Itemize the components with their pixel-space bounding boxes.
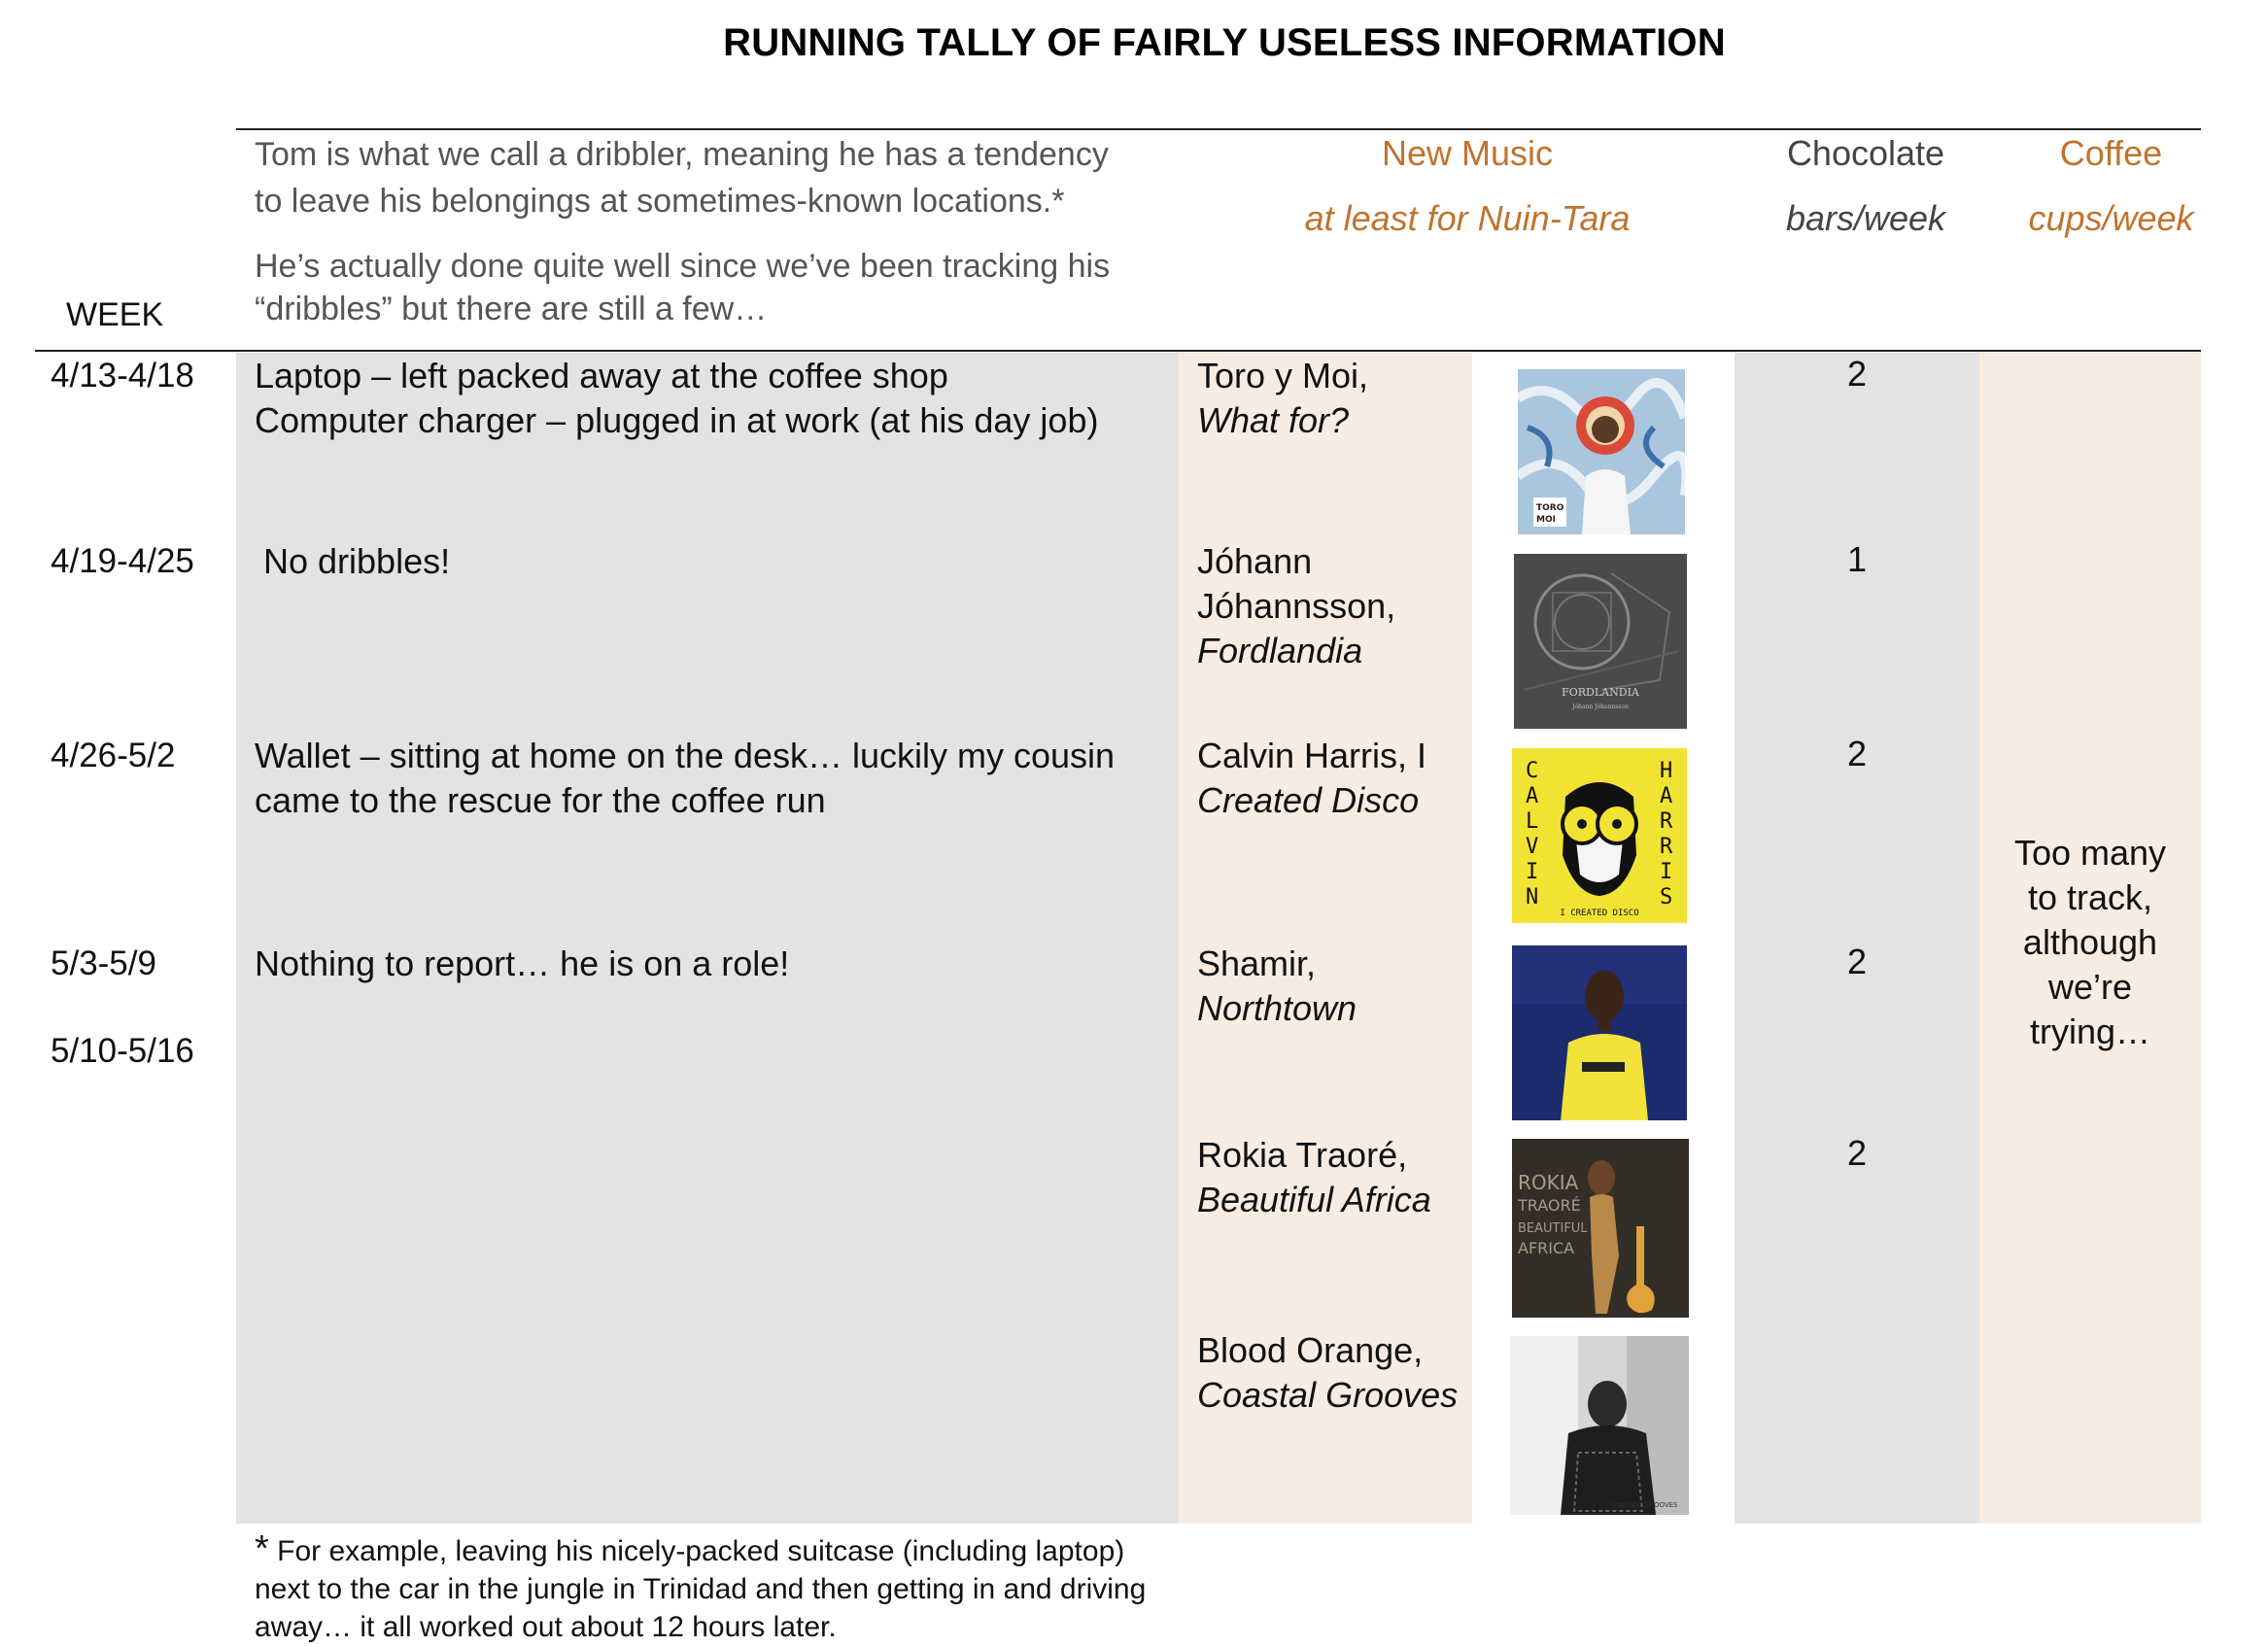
music-header-subtitle: at least for Nuin-Tara: [1304, 198, 1631, 238]
dribbles-header-note: [255, 245, 1187, 330]
music-entry: [1197, 942, 1469, 1031]
music-artist: Jóhann: [1197, 541, 1313, 581]
week-label: 4/19-4/25: [51, 542, 194, 580]
music-artist: Toro y Moi,: [1197, 356, 1369, 395]
dribble-entry: [255, 354, 1178, 443]
coffee-note-line: to track,: [2027, 877, 2153, 917]
music-album: Northtown: [1197, 988, 1357, 1028]
music-album: Beautiful Africa: [1197, 1180, 1431, 1219]
music-artist: Jóhannsson,: [1197, 586, 1396, 626]
album-cover-northtown: [1512, 945, 1687, 1120]
svg-text:TORO: TORO: [1536, 503, 1564, 513]
music-album: What for?: [1197, 400, 1350, 440]
cover-title-line: BEAUTIFUL: [1518, 1221, 1588, 1236]
footnote-line: For example, leaving his nicely-packed suitcase (including laptop): [268, 1535, 1125, 1567]
chocolate-column-background: [1735, 353, 1979, 1524]
dribble-line: Computer charger – plugged in at work (at his day job): [255, 400, 1099, 440]
cover-letter: A: [1660, 784, 1673, 808]
page-title: RUNNING TALLY OF FAIRLY USELESS INFORMATION: [723, 21, 1726, 64]
chocolate-header-title: Chocolate: [1786, 133, 1945, 173]
music-artist: Blood Orange,: [1197, 1330, 1424, 1370]
cover-title-line: TRAORÉ: [1518, 1196, 1581, 1215]
music-entry: [1197, 1328, 1489, 1418]
header-top-rule: [236, 128, 2201, 130]
dribble-line: Laptop – left packed away at the coffee shop: [255, 356, 948, 395]
dribble-line: Nothing to report… he is on a role!: [255, 944, 790, 983]
chocolate-count: 1: [1846, 539, 1868, 579]
cover-letter: I: [1660, 860, 1673, 884]
chocolate-count: 2: [1846, 734, 1868, 773]
music-entry: [1197, 539, 1469, 673]
cover-letter: N: [1526, 885, 1539, 909]
dribble-entry: [263, 539, 1186, 584]
cover-title: FORDLANDIA: [1562, 686, 1639, 699]
dribble-entry: [255, 734, 1178, 823]
chocolate-header-subtitle: bars/week: [1785, 198, 1946, 238]
dribble-line: came to the rescue for the coffee run: [255, 780, 826, 820]
cover-letter: V: [1526, 835, 1539, 859]
week-label: 4/13-4/18: [51, 357, 194, 395]
cover-title-line: AFRICA: [1518, 1239, 1575, 1257]
dribble-line: Wallet – sitting at home on the desk… luckily my cousin: [255, 736, 1116, 775]
music-artist: Shamir,: [1197, 944, 1317, 983]
footnote-line: next to the car in the jungle in Trinidad and then getting in and driving: [255, 1573, 1147, 1605]
footnote-line: away… it all worked out about 12 hours later.: [255, 1611, 837, 1643]
dribbles-header-line: “dribbles” but there are still a few…: [255, 291, 768, 327]
coffee-note: [1979, 831, 2201, 1054]
music-album: Fordlandia: [1197, 631, 1363, 670]
chocolate-count: 2: [1846, 1133, 1868, 1173]
coffee-note-line: although: [2022, 922, 2158, 962]
dribbles-header-line: He’s actually done quite well since we’ve been tracking his: [255, 248, 1111, 285]
svg-text:MOI: MOI: [1536, 515, 1556, 525]
music-entry: [1197, 734, 1469, 823]
cover-letter: H: [1660, 759, 1673, 783]
cover-title: I CREATED DISCO: [1560, 909, 1639, 918]
cover-letter: S: [1660, 885, 1673, 909]
music-entry: [1197, 354, 1469, 443]
footnote: [255, 1530, 1207, 1646]
album-cover-fordlandia: [1514, 554, 1687, 729]
dribbles-column-background: [236, 353, 1179, 1524]
album-cover-what-for: [1518, 369, 1685, 534]
dribble-line: No dribbles!: [263, 541, 451, 581]
coffee-note-line: we’re: [2047, 967, 2133, 1007]
cover-letter: C: [1526, 759, 1539, 783]
dribbles-header-line: Tom is what we call a dribbler, meaning he has a tendency: [255, 136, 1109, 173]
music-album: Coastal Grooves: [1197, 1375, 1459, 1415]
cover-letter: R: [1660, 809, 1673, 834]
dribbles-header-line: to leave his belongings at sometimes-known locations.*: [255, 183, 1065, 220]
album-cover-beautiful-africa: [1512, 1139, 1689, 1318]
chocolate-count: 2: [1846, 354, 1868, 394]
album-cover-coastal-grooves: [1510, 1336, 1689, 1515]
cover-letter: R: [1660, 835, 1673, 859]
cover-subtitle: Jóhann Jóhannsson: [1572, 703, 1629, 710]
week-header: WEEK: [66, 296, 164, 333]
album-cover-i-created-disco: [1512, 748, 1687, 923]
coffee-header-title: Coffee: [2059, 133, 2163, 173]
music-artist: Calvin Harris, I: [1197, 736, 1427, 775]
cover-letter: I: [1526, 860, 1539, 884]
dribbles-header-intro: [255, 131, 1187, 224]
cover-letter: L: [1526, 809, 1539, 834]
cover-title-line: ROKIA: [1518, 1171, 1579, 1194]
cover-letter: A: [1526, 784, 1539, 808]
coffee-note-line: Too many: [2013, 833, 2167, 873]
header-bottom-rule: [35, 350, 2201, 352]
week-label: 5/10-5/16: [51, 1032, 194, 1070]
music-header-title: New Music: [1381, 133, 1554, 173]
chocolate-count: 2: [1846, 942, 1868, 981]
coffee-header-subtitle: cups/week: [2028, 198, 2194, 238]
music-entry: [1197, 1133, 1469, 1222]
dribble-entry: [255, 942, 1178, 986]
cover-title: COASTAL GROOVES: [1610, 1501, 1678, 1509]
coffee-note-line: trying…: [2029, 1012, 2151, 1051]
music-artist: Rokia Traoré,: [1197, 1135, 1408, 1175]
footnote-marker: *: [255, 1528, 269, 1569]
music-album: Created Disco: [1197, 780, 1420, 820]
week-label: 4/26-5/2: [51, 737, 176, 774]
week-label: 5/3-5/9: [51, 944, 156, 982]
